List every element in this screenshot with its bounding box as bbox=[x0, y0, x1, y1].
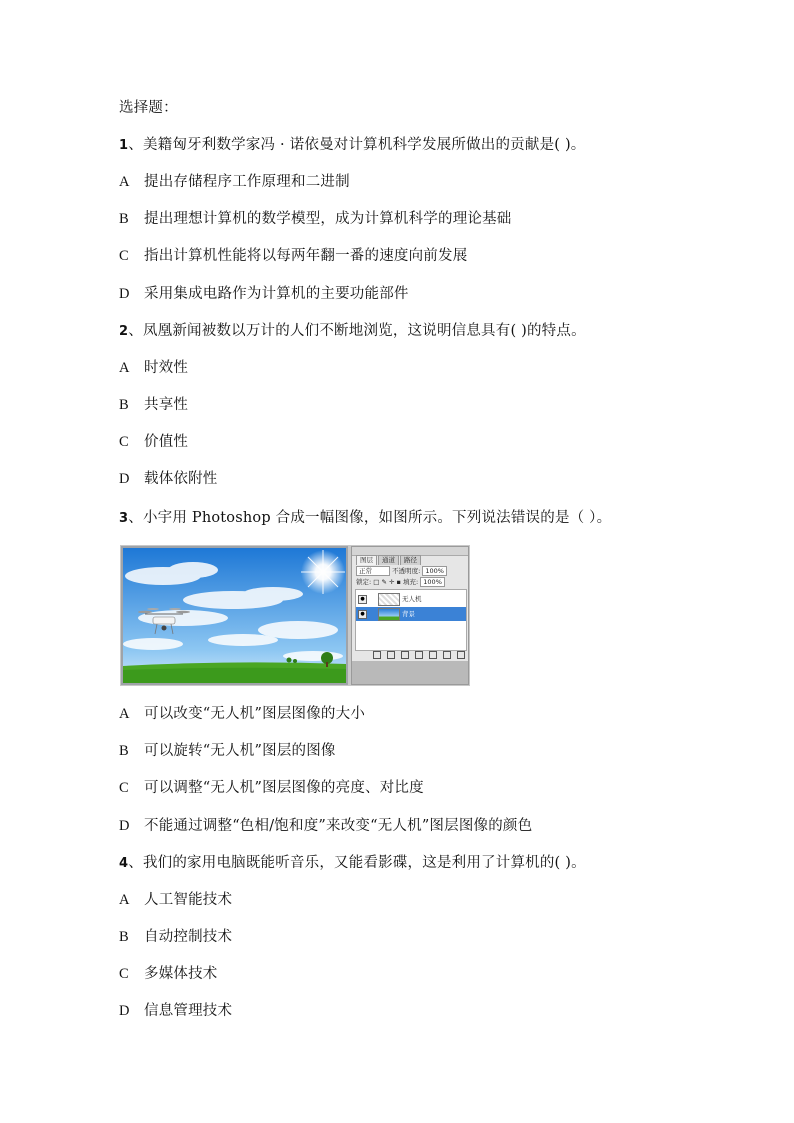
option-letter: A bbox=[119, 174, 130, 190]
question-stem: 、美籍匈牙利数学家冯 · 诺依曼对计算机科学发展所做出的贡献是( )。 bbox=[128, 137, 586, 153]
composite-photo bbox=[121, 546, 348, 685]
option-letter: D bbox=[119, 1003, 130, 1019]
lock-label: 锁定: bbox=[356, 578, 372, 586]
composite-photo-art bbox=[123, 548, 346, 683]
option-text: 共享性 bbox=[144, 397, 189, 413]
folder-icon[interactable] bbox=[429, 651, 437, 659]
new-layer-icon[interactable] bbox=[443, 651, 451, 659]
option-4c[interactable] bbox=[119, 964, 218, 984]
option-4d[interactable] bbox=[119, 1001, 232, 1021]
option-text: 可以改变“无人机”图层图像的大小 bbox=[144, 706, 366, 722]
option-letter: B bbox=[119, 929, 129, 945]
option-1b[interactable] bbox=[119, 209, 512, 229]
question-stem: 、小宇用 Photoshop 合成一幅图像，如图所示。下列说法错误的是（ ）。 bbox=[128, 510, 612, 526]
option-letter: C bbox=[119, 966, 129, 982]
option-letter: A bbox=[119, 360, 130, 376]
option-2a[interactable] bbox=[119, 358, 188, 378]
fx-icon[interactable] bbox=[387, 651, 395, 659]
option-text: 提出理想计算机的数学模型，成为计算机科学的理论基础 bbox=[144, 211, 512, 227]
option-text: 载体依附性 bbox=[144, 471, 218, 487]
option-text: 不能通过调整“色相/饱和度”来改变“无人机”图层图像的颜色 bbox=[144, 818, 533, 834]
tab-channels[interactable]: 通道 bbox=[378, 555, 399, 565]
opacity-field[interactable]: 100% bbox=[422, 566, 447, 576]
option-text: 指出计算机性能将以每两年翻一番的速度向前发展 bbox=[144, 248, 468, 264]
option-3d[interactable] bbox=[119, 816, 532, 836]
question-2 bbox=[119, 321, 586, 342]
layers-panel bbox=[351, 546, 469, 685]
option-text: 采用集成电路作为计算机的主要功能部件 bbox=[144, 286, 409, 302]
option-text: 可以旋转“无人机”图层的图像 bbox=[144, 743, 336, 759]
section-title: 选择题： bbox=[119, 100, 178, 116]
option-letter: C bbox=[119, 780, 129, 796]
fill-field[interactable]: 100% bbox=[420, 577, 445, 587]
fill-label: 填充: bbox=[403, 578, 419, 586]
option-2d[interactable] bbox=[119, 469, 218, 489]
option-text: 可以调整“无人机”图层图像的亮度、对比度 bbox=[144, 780, 424, 796]
question-3 bbox=[119, 508, 611, 529]
option-text: 提出存储程序工作原理和二进制 bbox=[144, 174, 350, 190]
blend-row bbox=[356, 566, 447, 576]
grass-shade bbox=[123, 668, 346, 683]
option-letter: D bbox=[119, 818, 130, 834]
layer-drone[interactable] bbox=[356, 592, 466, 606]
option-1d[interactable] bbox=[119, 284, 409, 304]
opacity-label: 不透明度: bbox=[392, 567, 421, 575]
option-letter: D bbox=[119, 471, 130, 487]
option-1c[interactable] bbox=[119, 246, 467, 266]
option-letter: B bbox=[119, 743, 129, 759]
link-icon[interactable] bbox=[373, 651, 381, 659]
option-1a[interactable] bbox=[119, 172, 350, 192]
option-2b[interactable] bbox=[119, 395, 188, 415]
option-3b[interactable] bbox=[119, 741, 336, 761]
option-text: 人工智能技术 bbox=[144, 892, 233, 908]
option-letter: B bbox=[119, 211, 129, 227]
question-number: 2 bbox=[119, 324, 129, 339]
tab-paths[interactable]: 路径 bbox=[400, 555, 421, 565]
panel-tabs bbox=[356, 555, 421, 565]
option-text: 自动控制技术 bbox=[144, 929, 233, 945]
question-1 bbox=[119, 135, 586, 156]
option-3c[interactable] bbox=[119, 778, 424, 798]
option-text: 信息管理技术 bbox=[144, 1003, 233, 1019]
panel-bottom-toolbar bbox=[355, 651, 465, 659]
tab-layers[interactable]: 图层 bbox=[356, 555, 377, 565]
option-letter: D bbox=[119, 286, 130, 302]
lock-icons[interactable]: □ ✎ ✛ ▪ bbox=[373, 578, 401, 586]
option-text: 多媒体技术 bbox=[144, 966, 218, 982]
layer-name: 背景 bbox=[402, 610, 415, 618]
adjustment-icon[interactable] bbox=[415, 651, 423, 659]
option-letter: A bbox=[119, 892, 130, 908]
trash-icon[interactable] bbox=[457, 651, 465, 659]
blend-mode-select[interactable]: 正常 bbox=[356, 566, 390, 576]
option-text: 时效性 bbox=[144, 360, 189, 376]
option-letter: C bbox=[119, 434, 129, 450]
question-number: 3 bbox=[119, 511, 129, 526]
option-2c[interactable] bbox=[119, 432, 188, 452]
panel-empty-area bbox=[352, 661, 468, 684]
question-number: 1 bbox=[119, 138, 129, 153]
option-letter: C bbox=[119, 248, 129, 264]
mask-icon[interactable] bbox=[401, 651, 409, 659]
question-stem: 、凤凰新闻被数以万计的人们不断地浏览，这说明信息具有( )的特点。 bbox=[128, 323, 586, 339]
layer-list bbox=[355, 589, 467, 651]
layer-thumbnail bbox=[378, 593, 400, 606]
eye-icon[interactable]: ● bbox=[358, 595, 367, 604]
option-4b[interactable] bbox=[119, 927, 232, 947]
photoshop-figure bbox=[120, 545, 470, 686]
question-4 bbox=[119, 853, 586, 874]
option-letter: A bbox=[119, 706, 130, 722]
option-text: 价值性 bbox=[144, 434, 189, 450]
eye-icon[interactable]: ● bbox=[358, 610, 367, 619]
option-3a[interactable] bbox=[119, 704, 365, 724]
question-number: 4 bbox=[119, 856, 129, 871]
question-stem: 、我们的家用电脑既能听音乐，又能看影碟，这是利用了计算机的( )。 bbox=[128, 855, 586, 871]
option-letter: B bbox=[119, 397, 129, 413]
layer-background[interactable] bbox=[356, 607, 466, 621]
layer-thumbnail bbox=[378, 608, 400, 621]
layer-name: 无人机 bbox=[402, 595, 422, 603]
option-4a[interactable] bbox=[119, 890, 232, 910]
lock-row bbox=[356, 577, 445, 587]
